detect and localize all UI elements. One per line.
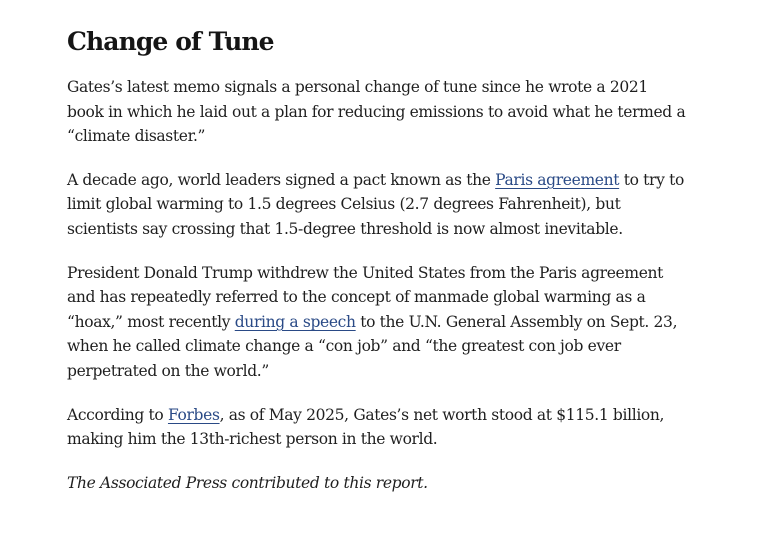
during-a-speech-link[interactable]: during a speech [234, 312, 356, 331]
paragraph-trump [67, 261, 687, 384]
paragraph-text: , as of May 2025, Gates’s net worth stood at $115.1 billion, making him the 13th-richest person in the world. [67, 405, 665, 449]
paris-agreement-link[interactable]: Paris agreement [495, 170, 620, 189]
forbes-link[interactable]: Forbes [167, 405, 220, 424]
paragraph-text: President Donald Trump withdrew the United States from the Paris agreement and has repeatedly referred to the concept of manmade global warming as a “hoax,” most recently [67, 263, 664, 331]
paragraph-memo: Gates’s latest memo signals a personal change of tune since he wrote a 2021 book in which he laid out a plan for reducing emissions to avoid what he termed a “climate disaster.” [67, 78, 686, 146]
paragraph-paris-agreement [67, 168, 687, 242]
section-heading: Change of Tune [67, 27, 274, 56]
paragraph-forbes [67, 403, 687, 452]
paragraph-text: According to [67, 405, 168, 424]
paragraph-text: A decade ago, world leaders signed a pact known as the [67, 170, 496, 189]
paragraph-text: to try to limit global warming to 1.5 degrees Celsius (2.7 degrees Fahrenheit), but scientists say crossing that 1.5-degree threshold is now almost inevitable. [67, 170, 684, 238]
article-body [67, 26, 687, 495]
paragraph-text: to the U.N. General Assembly on Sept. 23, when he called climate change a “con job” and “the greatest con job ever perpetrated on the world.” [67, 312, 678, 380]
ap-credit: The Associated Press contributed to this report. [67, 473, 428, 492]
